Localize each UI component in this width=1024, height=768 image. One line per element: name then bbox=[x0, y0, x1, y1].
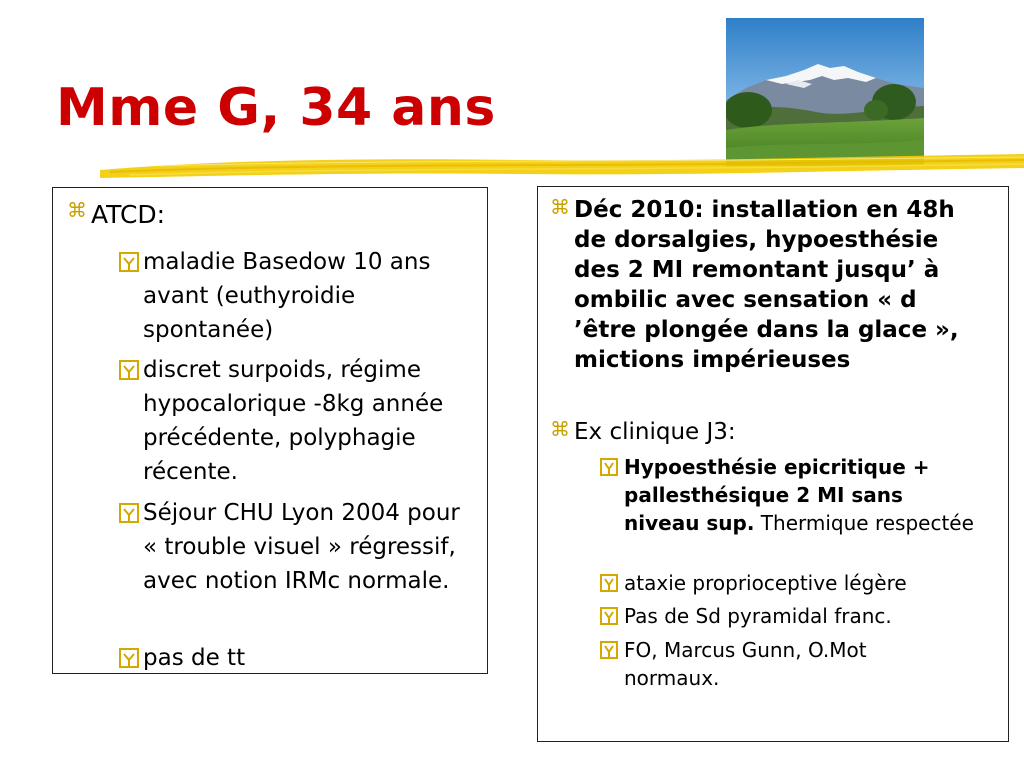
right-subitem-text bbox=[624, 453, 980, 537]
slide-title: Mme G, 34 ans bbox=[56, 78, 496, 138]
checkbox-y-icon bbox=[119, 353, 143, 384]
right-content-box bbox=[537, 186, 1009, 742]
right-subitem bbox=[600, 453, 990, 537]
checkbox-y-icon bbox=[119, 245, 143, 276]
left-heading-row bbox=[67, 198, 165, 232]
right-subitem-rest: Thermique respectée bbox=[754, 511, 974, 535]
right-point-row bbox=[550, 195, 990, 375]
checkbox-y-icon bbox=[600, 602, 624, 629]
left-heading: ATCD: bbox=[91, 200, 166, 229]
right-subitem-bold: Hypoesthésie epicritique + pallesthésique 2 MI sans niveau sup. bbox=[624, 455, 930, 535]
left-item bbox=[119, 641, 479, 675]
right-subitem bbox=[600, 636, 990, 692]
left-item bbox=[119, 245, 479, 347]
checkbox-y-icon bbox=[119, 641, 143, 672]
left-item-text: discret surpoids, régime hypocalorique -8kg année précédente, polyphagie récente. bbox=[143, 357, 444, 485]
right-subitem bbox=[600, 569, 990, 597]
right-point-text: Déc 2010: installation en 48h de dorsalgies, hypoesthésie des 2 MI remontant jusqu’ à ombilic avec sensation « d ’être plongée dans la glace », mictions impérieuses bbox=[574, 197, 959, 373]
command-key-icon: ⌘ bbox=[550, 195, 570, 219]
command-key-icon: ⌘ bbox=[67, 198, 87, 222]
right-point-row bbox=[550, 417, 990, 447]
left-item bbox=[119, 353, 479, 489]
right-subitem-text: Pas de Sd pyramidal franc. bbox=[624, 604, 892, 628]
left-content-box bbox=[52, 187, 488, 674]
command-key-icon: ⌘ bbox=[550, 417, 570, 441]
right-subitem bbox=[600, 602, 990, 630]
right-point-text: Ex clinique J3: bbox=[574, 419, 736, 445]
right-subitem-text: ataxie proprioceptive légère bbox=[624, 571, 907, 595]
mountain-landscape-photo bbox=[726, 18, 924, 166]
left-item-text: Séjour CHU Lyon 2004 pour « trouble visuel » régressif, avec notion IRMc normale. bbox=[143, 500, 460, 594]
checkbox-y-icon bbox=[119, 496, 143, 527]
checkbox-y-icon bbox=[600, 569, 624, 596]
left-item bbox=[119, 496, 479, 598]
right-subitem-text: FO, Marcus Gunn, O.Mot normaux. bbox=[624, 638, 867, 690]
checkbox-y-icon bbox=[600, 636, 624, 663]
yellow-brush-stroke bbox=[100, 148, 1024, 182]
left-item-text: pas de tt bbox=[143, 645, 246, 671]
left-item-text: maladie Basedow 10 ans avant (euthyroidie spontanée) bbox=[143, 249, 431, 343]
checkbox-y-icon bbox=[600, 453, 624, 480]
